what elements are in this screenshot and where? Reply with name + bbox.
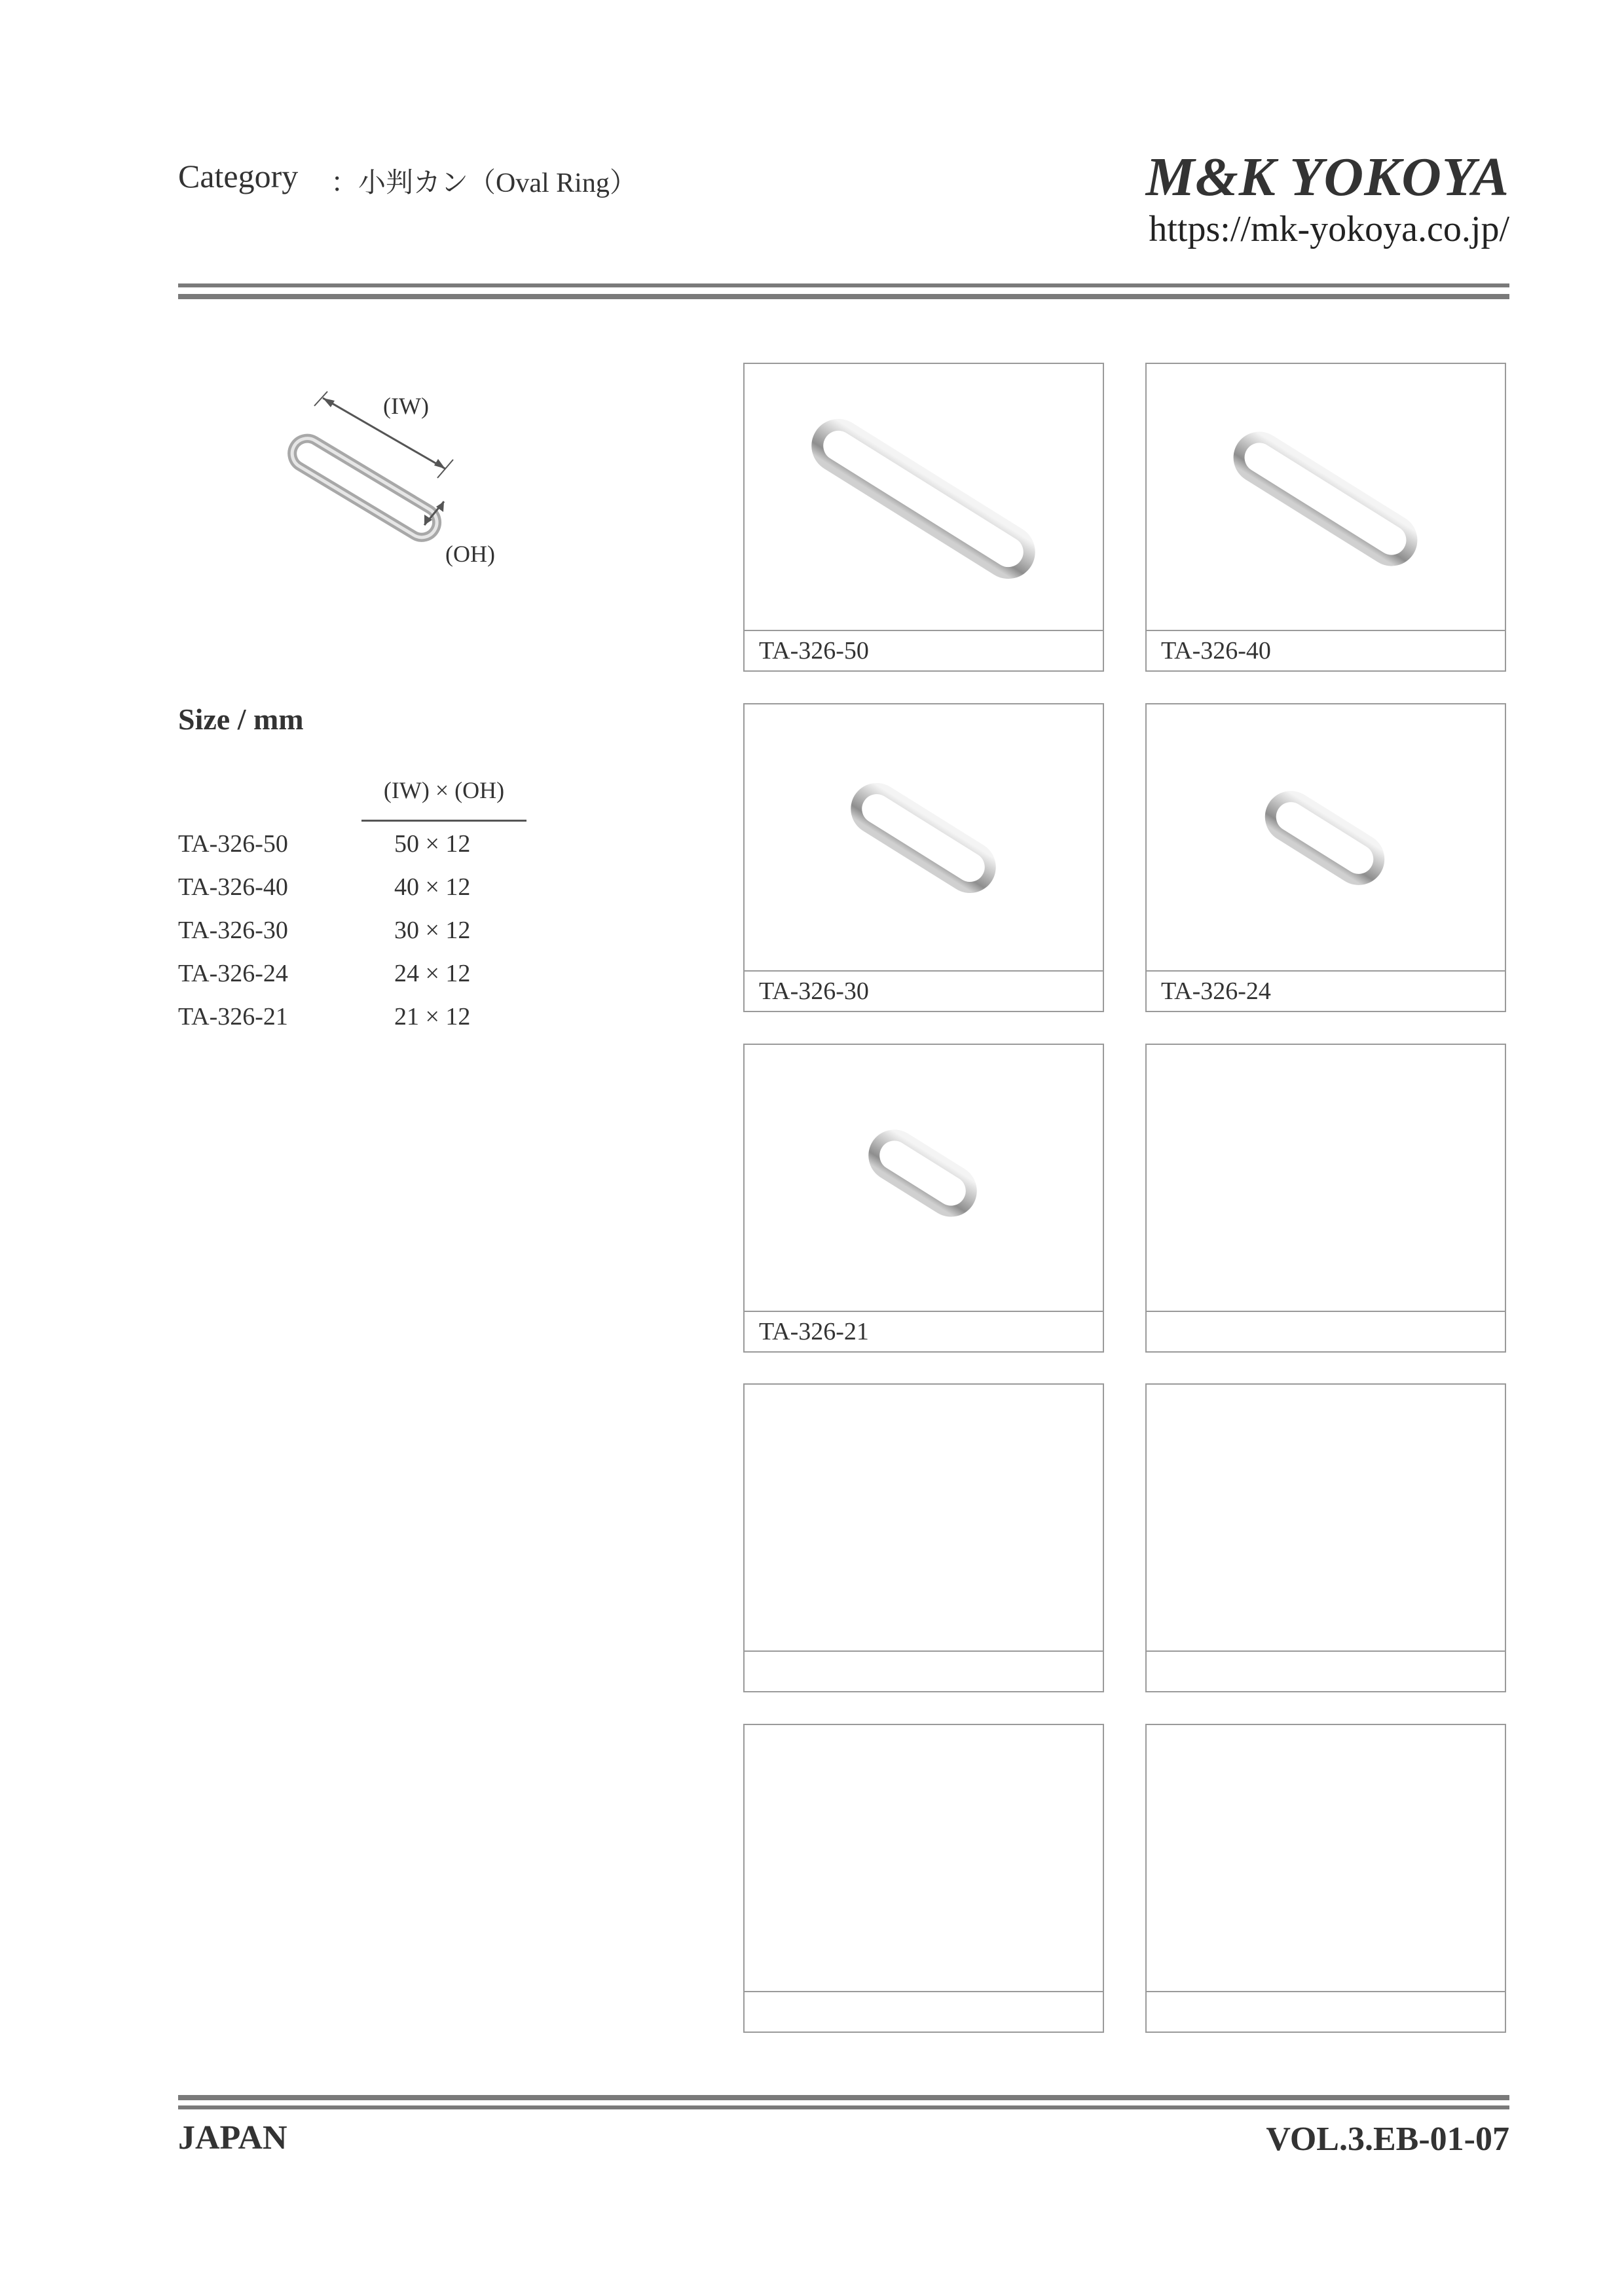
product-code: TA-326-50 [745,630,1103,670]
product-code [1147,1650,1505,1691]
website-url[interactable]: https://mk-yokoya.co.jp/ [1149,209,1509,249]
footer-rule-bottom [178,2105,1509,2109]
iw-label: (IW) [383,393,429,419]
size-row-code: TA-326-30 [178,917,288,944]
size-row-dim: 24 × 12 [394,960,471,987]
product-image [1147,1045,1505,1312]
product-code: TA-326-24 [1147,970,1505,1011]
footer-rule-top [178,2095,1509,2100]
product-image [1147,364,1505,631]
size-row [178,916,545,949]
size-row-dim: 40 × 12 [394,873,471,901]
size-row [178,1002,545,1035]
product-image [745,704,1103,972]
product-card[interactable] [743,1044,1104,1353]
footer-country: JAPAN [178,2119,287,2157]
product-code [745,1991,1103,2032]
size-row-dim: 30 × 12 [394,917,471,944]
size-row-code: TA-326-40 [178,873,288,901]
product-image [1147,1725,1505,1992]
product-code [1147,1311,1505,1351]
size-row-code: TA-326-50 [178,830,288,858]
oh-label: (OH) [445,541,495,567]
size-table-divider [361,820,526,822]
product-card-empty [1145,1383,1506,1692]
product-image [745,1725,1103,1992]
product-code: TA-326-30 [745,970,1103,1011]
size-row [178,829,545,862]
product-card[interactable] [743,703,1104,1012]
product-image [745,1045,1103,1312]
product-image [1147,704,1505,972]
product-card-empty [743,1383,1104,1692]
product-image [745,1385,1103,1652]
size-row-dim: 21 × 12 [394,1003,471,1030]
header-rule-bottom [178,294,1509,299]
brand-logo: M&K YOKOYA [1145,147,1509,208]
product-image [1147,1385,1505,1652]
product-card[interactable] [1145,363,1506,672]
dimension-diagram [249,386,537,583]
product-card[interactable] [743,363,1104,672]
product-card-empty [1145,1044,1506,1353]
product-card-empty [1145,1724,1506,2033]
product-code [1147,1991,1505,2032]
product-card-empty [743,1724,1104,2033]
size-row-code: TA-326-24 [178,960,288,987]
product-card[interactable] [1145,703,1506,1012]
product-code: TA-326-21 [745,1311,1103,1351]
size-row [178,873,545,905]
product-code: TA-326-40 [1147,630,1505,670]
category-value: ：小判カン（Oval Ring） [331,168,637,198]
size-row-dim: 50 × 12 [394,830,471,858]
product-image [745,364,1103,631]
product-code [745,1650,1103,1691]
size-row-code: TA-326-21 [178,1003,288,1030]
header-rule-top [178,283,1509,287]
footer-volume: VOL.3.EB-01-07 [1266,2121,1509,2158]
size-table-header: (IW) × (OH) [383,777,505,803]
size-title: Size / mm [178,702,304,736]
category-label: Category [178,158,299,194]
size-row [178,959,545,992]
